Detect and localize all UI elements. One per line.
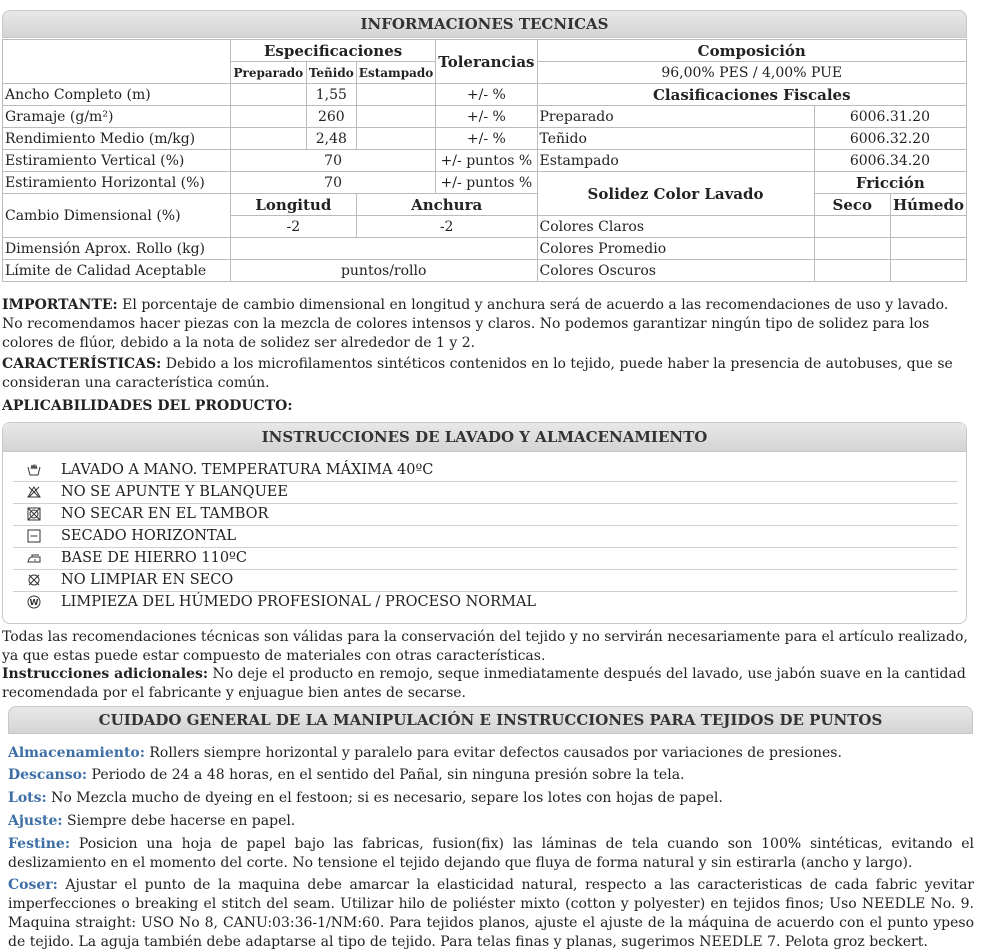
wash-item-label: LIMPIEZA DEL HÚMEDO PROFESIONAL / PROCESO NORMAL: [61, 594, 537, 610]
colores-claros: Colores Claros: [537, 216, 814, 238]
care-item-text: Ajustar el punto de la maquina debe amarcar la elasticidad natural, respecto a las caracteristicas de cada fabric yevitar imperfecciones o breaking el stitch del seam. Utilizar hilo de poliéster mixto (cotton y polyester) en tejidos finos; Uso NEEDLE No. 9. Maquina straight: USO No 8, CANU:03:36-1/NM:60. Para tejidos planos, ajuste el ajuste de la máquina de acuerdo con el punto ypeso de tejido. La aguja también debe adaptarse al tipo de tejido. Para telas finas y planas, sugerimos NEEDLE 7. Pelota groz beckert.: [8, 877, 974, 950]
no-dry-clean-icon: [27, 573, 41, 587]
fiscal-estampado-label: Estampado: [537, 150, 814, 172]
care-item: [8, 766, 974, 785]
esth-label: Estiramiento Horizontal (%): [3, 172, 231, 194]
limite-label: Límite de Calidad Aceptable: [3, 260, 231, 282]
wash-item: [13, 460, 958, 482]
ancho-tol: +/- %: [436, 84, 537, 106]
composition-value: 96,00% PES / 4,00% PUE: [537, 62, 967, 84]
flat-dry-icon: [27, 529, 41, 543]
tolerance-header: Tolerancias: [436, 40, 537, 84]
care-item-label: Coser:: [8, 877, 58, 893]
care-item: [8, 744, 974, 763]
wash-instructions-header: INSTRUCCIONES DE LAVADO Y ALMACENAMIENTO: [3, 423, 966, 452]
wash-item-label: SECADO HORIZONTAL: [61, 528, 237, 544]
rend-label: Rendimiento Medio (m/kg): [3, 128, 231, 150]
wash-item-label: BASE DE HIERRO 110ºC: [61, 550, 247, 566]
svg-text:W: W: [29, 598, 39, 607]
additional-instructions: [2, 665, 970, 703]
wash-instructions-box: [2, 422, 967, 624]
cambio-label: Cambio Dimensional (%): [3, 194, 231, 238]
fiscal-prep-label: Preparado: [537, 106, 814, 128]
additional-text: No deje el producto en remojo, seque inmediatamente después del lavado, use jabón suave en la cantidad recomendada por el fabricante y enjuague bien antes de secarse.: [2, 666, 966, 701]
care-item-text: No Mezcla mucho de dyeing en el festoon; si es necesario, separe los lotes con hojas de papel.: [46, 790, 723, 806]
care-item: [8, 876, 974, 952]
estv-value: 70: [230, 150, 435, 172]
wash-item: [13, 526, 958, 548]
care-header: CUIDADO GENERAL DE LA MANIPULACIÓN E INSTRUCCIONES PARA TEJIDOS DE PUNTOS: [8, 706, 973, 734]
rend-tol: +/- %: [436, 128, 537, 150]
care-item-label: Lots:: [8, 790, 47, 806]
limite-value: puntos/rollo: [230, 260, 537, 282]
sub-prep: Preparado: [230, 62, 306, 84]
gramaje-tol: +/- %: [436, 106, 537, 128]
caracteristicas-label: CARACTERÍSTICAS:: [2, 356, 162, 372]
colores-oscuros: Colores Oscuros: [537, 260, 814, 282]
care-item: [8, 835, 974, 873]
spec-header: Especificaciones: [230, 40, 435, 62]
fiscal-estampado-value: 6006.34.20: [814, 150, 966, 172]
ancho-value: 1,55: [306, 84, 356, 106]
aplicabilidades-heading: APLICABILIDADES DEL PRODUCTO:: [2, 398, 293, 414]
wash-item-label: LAVADO A MANO. TEMPERATURA MÁXIMA 40ºC: [61, 462, 434, 478]
humedo-header: Húmedo: [890, 194, 966, 216]
wash-item-label: NO LIMPIAR EN SECO: [61, 572, 234, 588]
dim-label: Dimensión Aprox. Rollo (kg): [3, 238, 231, 260]
care-item-text: Rollers siempre horizontal y paralelo para evitar defectos causados por variaciones de presiones.: [144, 745, 842, 761]
rend-value: 2,48: [306, 128, 356, 150]
wash-item: [13, 504, 958, 526]
estv-tol: +/- puntos %: [436, 150, 537, 172]
solidez-header: Solidez Color Lavado: [537, 172, 814, 216]
anchura-value: -2: [356, 216, 537, 238]
additional-label: Instrucciones adicionales:: [2, 666, 209, 682]
sub-tenido: Teñido: [306, 62, 356, 84]
gramaje-label: Gramaje (g/m²): [3, 106, 231, 128]
tech-info-table: [2, 39, 967, 282]
caracteristicas-note: [2, 355, 970, 393]
care-item-label: Almacenamiento:: [8, 745, 145, 761]
longitud-label: Longitud: [230, 194, 356, 216]
fiscal-prep-value: 6006.31.20: [814, 106, 966, 128]
care-item-text: Posicion una hoja de papel bajo las fabricas, fusion(fix) las láminas de tela cuando son 100% sintéticas, evitando el deslizamiento en el momento del corte. No tensione el tejido dejando que fluya de forma natural y sin estirarla (ancho y largo).: [8, 836, 974, 871]
importante-text: El porcentaje de cambio dimensional en longitud y anchura será de acuerdo a las recomendaciones de uso y lavado. No recomendamos hacer piezas con la mezcla de colores intensos y claros. No podemos garantizar ningún tipo de solidez para los colores de flúor, debido a la nota de solidez ser alrededor de 1 y 2.: [2, 297, 949, 351]
hand-wash-icon: [27, 463, 41, 477]
wash-item: [13, 592, 958, 613]
gramaje-value: 260: [306, 106, 356, 128]
no-bleach-icon: [27, 485, 41, 499]
friccion-header: Fricción: [814, 172, 966, 194]
wash-item-label: NO SECAR EN EL TAMBOR: [61, 506, 269, 522]
wet-clean-icon: [27, 595, 41, 609]
wash-item: [13, 482, 958, 504]
care-item-label: Festine:: [8, 836, 71, 852]
sub-estampado: Estampado: [356, 62, 435, 84]
iron-icon: [27, 551, 41, 565]
composition-header: Composición: [537, 40, 967, 62]
longitud-value: -2: [230, 216, 356, 238]
care-item-text: Siempre debe hacerse en papel.: [62, 813, 296, 829]
ancho-label: Ancho Completo (m): [3, 84, 231, 106]
care-item-label: Descanso:: [8, 767, 88, 783]
recommendations-note: Todas las recomendaciones técnicas son válidas para la conservación del tejido y no servirán necesariamente para el artículo realizado, ya que estas puede estar compuesto de materiales con otras características.: [2, 629, 968, 664]
estv-label: Estiramiento Vertical (%): [3, 150, 231, 172]
anchura-label: Anchura: [356, 194, 537, 216]
esth-value: 70: [230, 172, 435, 194]
care-item-text: Periodo de 24 a 48 horas, en el sentido del Pañal, sin ninguna presión sobre la tela.: [87, 767, 685, 783]
caracteristicas-text: Debido a los microfilamentos sintéticos contenidos en lo tejido, puede haber la presencia de autobuses, que se consideran una característica común.: [2, 356, 953, 391]
seco-header: Seco: [814, 194, 890, 216]
importante-label: IMPORTANTE:: [2, 297, 118, 313]
care-item-label: Ajuste:: [8, 813, 63, 829]
tech-info-header: INFORMACIONES TECNICAS: [2, 10, 967, 38]
esth-tol: +/- puntos %: [436, 172, 537, 194]
wash-item: [13, 570, 958, 592]
wash-item: [13, 548, 958, 570]
importante-note: [2, 296, 970, 353]
care-item: [8, 789, 974, 808]
colores-promedio: Colores Promedio: [537, 238, 814, 260]
no-tumble-dry-icon: [27, 507, 41, 521]
fiscal-tenido-label: Teñido: [537, 128, 814, 150]
care-item: [8, 812, 974, 831]
fiscal-tenido-value: 6006.32.20: [814, 128, 966, 150]
fiscal-header: Clasificaciones Fiscales: [537, 84, 967, 106]
wash-item-label: NO SE APUNTE Y BLANQUEE: [61, 484, 288, 500]
